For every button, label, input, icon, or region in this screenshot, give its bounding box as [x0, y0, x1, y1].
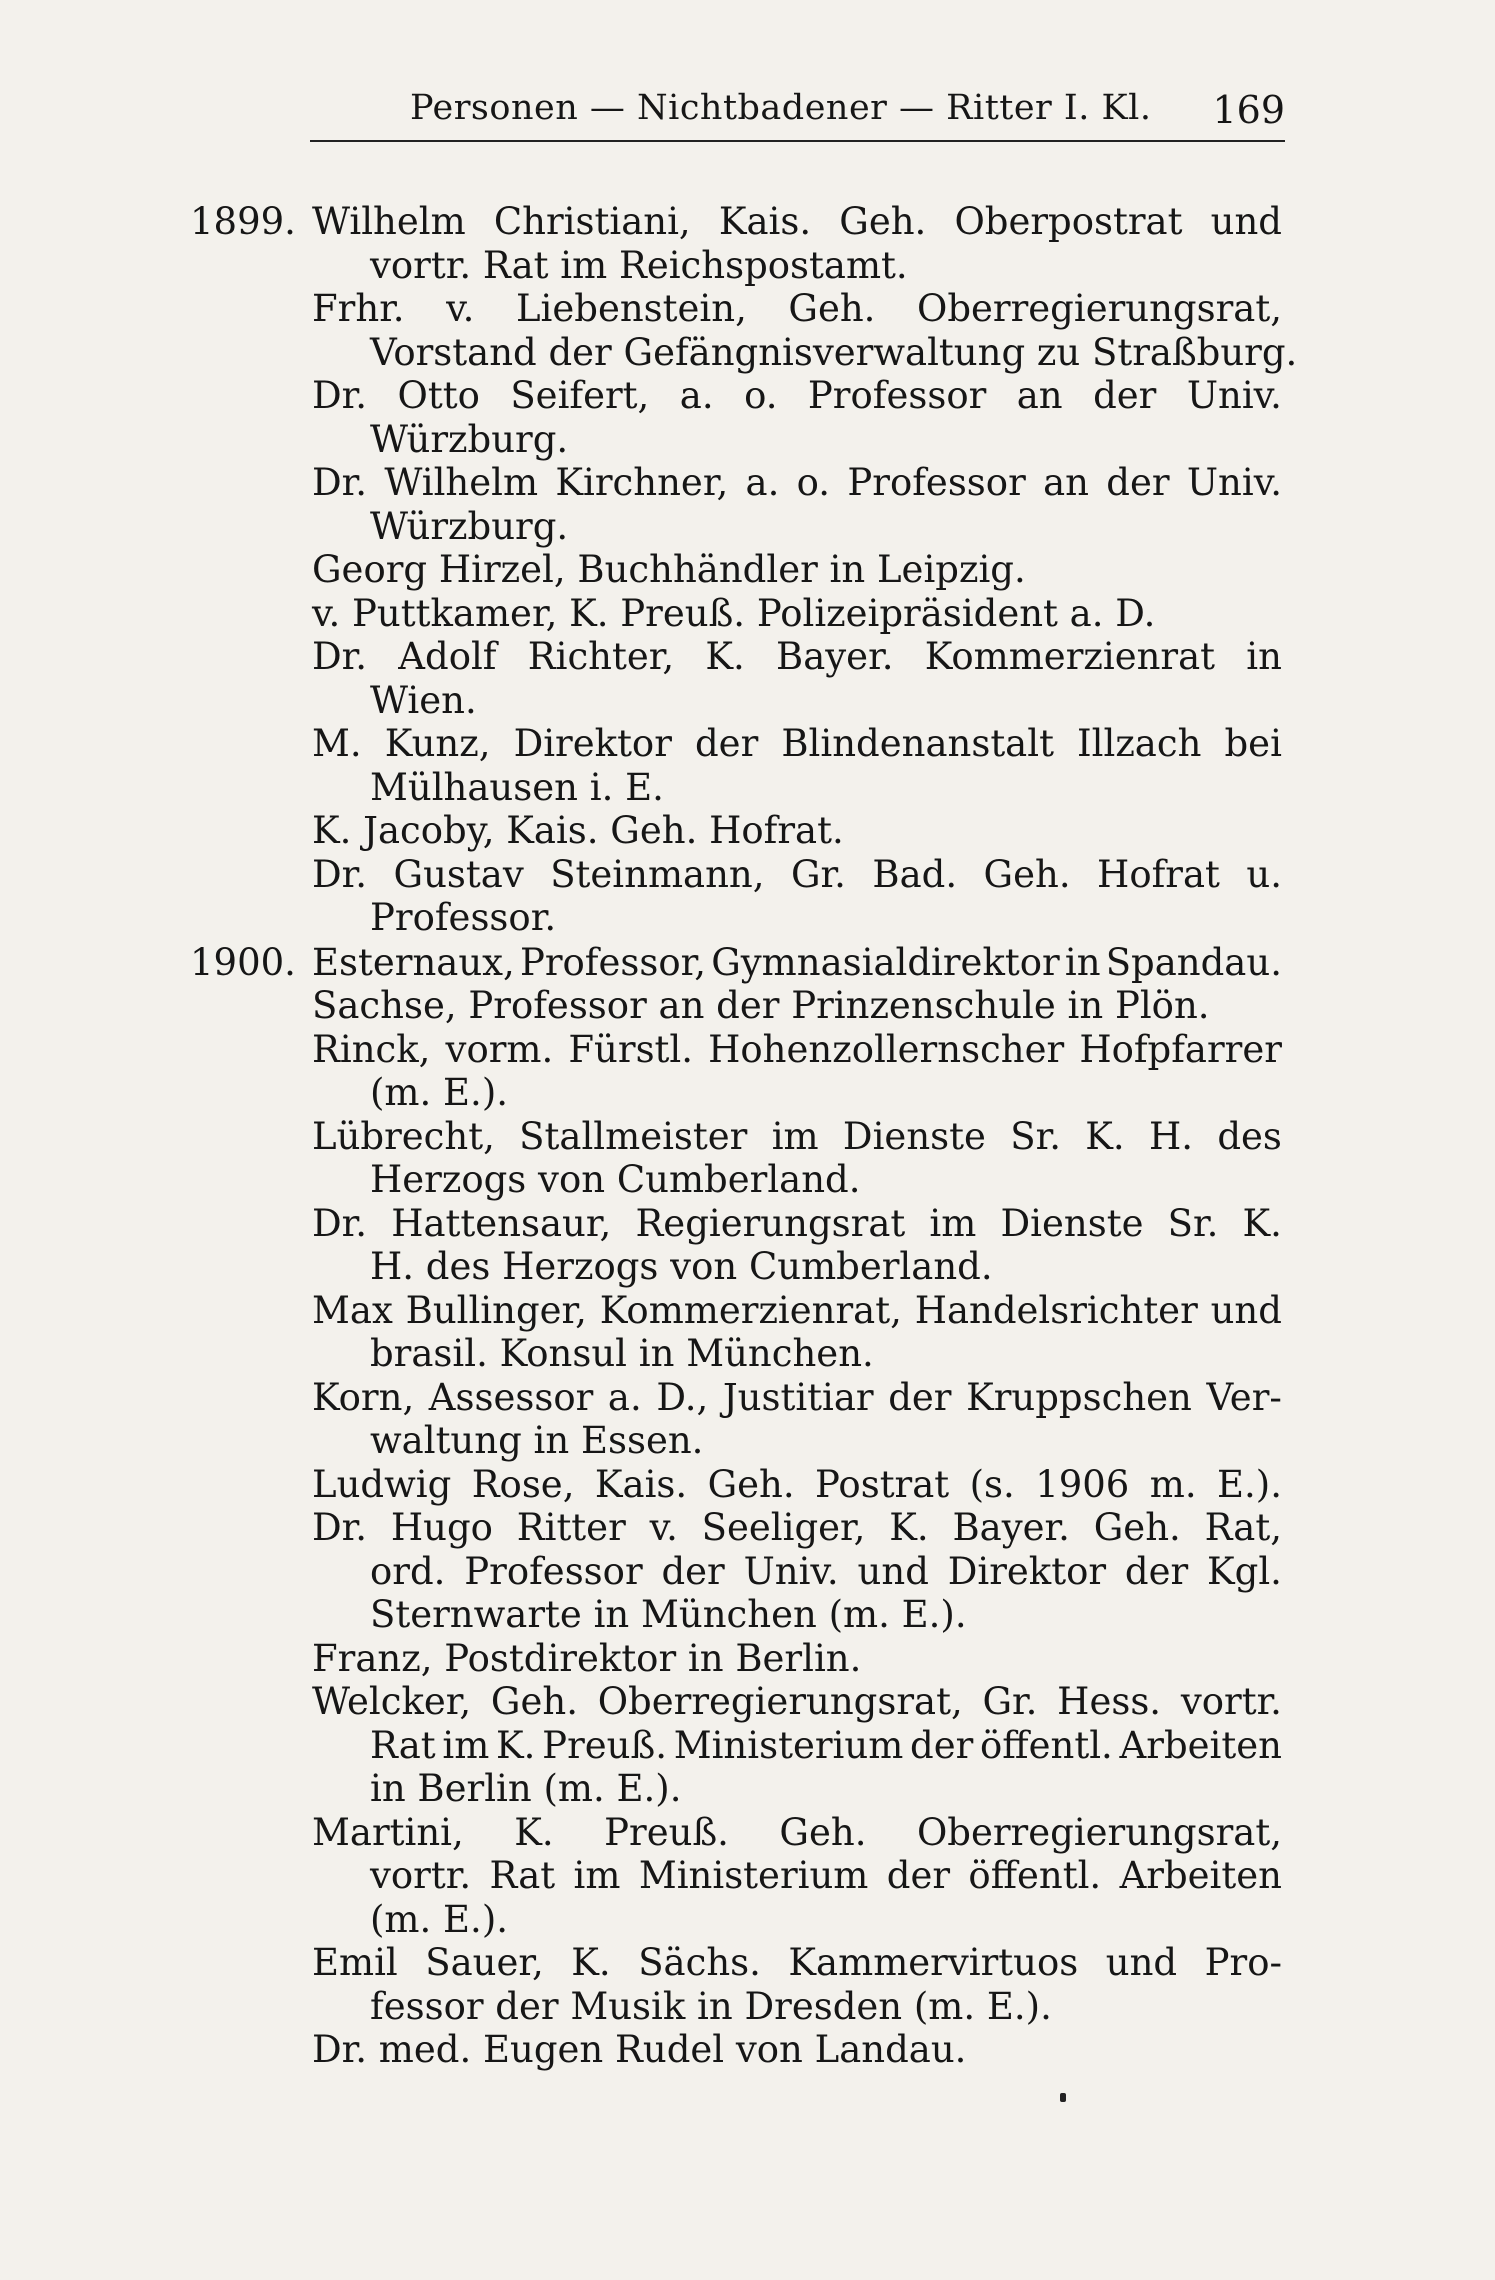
- page-header: [310, 88, 1285, 142]
- entry-line: Vorstand der Gefängnisverwaltung zu Straßburg.: [370, 331, 1298, 374]
- year-label: 1900.: [190, 941, 296, 984]
- entry-line: Martini, K. Preuß. Geh. Oberregierungsrat,: [312, 1811, 1282, 1854]
- ink-speck: [1060, 2093, 1066, 2102]
- entry-line: vortr. Rat im Ministerium der öffentl. Arbeiten: [370, 1854, 1282, 1897]
- entry-line: Dr. Adolf Richter, K. Bayer. Kommerzienrat in: [312, 635, 1282, 678]
- entry-line: (m. E.).: [370, 1071, 509, 1114]
- entry-line: Esternaux, Professor, Gymnasialdirektor in Spandau.: [312, 941, 1282, 984]
- entry-line: Sachse, Professor an der Prinzenschule in Plön.: [312, 984, 1210, 1027]
- entry-line: M. Kunz, Direktor der Blindenanstalt Illzach bei: [312, 722, 1282, 765]
- entry-line: (m. E.).: [370, 1898, 509, 1941]
- entry-line: fessor der Musik in Dresden (m. E.).: [370, 1985, 1052, 2028]
- entry-line: Würzburg.: [370, 505, 569, 548]
- entry-line: Georg Hirzel, Buchhändler in Leipzig.: [312, 548, 1026, 591]
- entry-line: Sternwarte in München (m. E.).: [370, 1593, 967, 1636]
- entry-line: in Berlin (m. E.).: [370, 1767, 682, 1810]
- entry-line: K. Jacoby, Kais. Geh. Hofrat.: [312, 809, 844, 852]
- entry-line: v. Puttkamer, K. Preuß. Polizeipräsident a. D.: [312, 592, 1156, 635]
- entry-line: Dr. Hugo Ritter v. Seeliger, K. Bayer. Geh. Rat,: [312, 1506, 1282, 1549]
- entry-line: Dr. Otto Seifert, a. o. Professor an der Univ.: [312, 374, 1282, 417]
- entry-line: Wilhelm Christiani, Kais. Geh. Oberpostrat und: [312, 200, 1282, 243]
- entry-line: Wien.: [370, 679, 477, 722]
- entry-line: vortr. Rat im Reichspostamt.: [370, 244, 908, 287]
- entry-line: Dr. Wilhelm Kirchner, a. o. Professor an der Univ.: [312, 461, 1282, 504]
- entry-line: Max Bullinger, Kommerzienrat, Handelsrichter und: [312, 1289, 1282, 1332]
- entry-line: Lübrecht, Stallmeister im Dienste Sr. K. H. des: [312, 1115, 1282, 1158]
- entry-line: Rat im K. Preuß. Ministerium der öffentl. Arbeiten: [370, 1724, 1282, 1767]
- entry-line: Korn, Assessor a. D., Justitiar der Kruppschen Ver-: [312, 1376, 1282, 1419]
- entry-line: ord. Professor der Univ. und Direktor der Kgl.: [370, 1550, 1282, 1593]
- entry-line: Dr. med. Eugen Rudel von Landau.: [312, 2028, 967, 2071]
- entry-line: Dr. Hattensaur, Regierungsrat im Dienste Sr. K.: [312, 1202, 1282, 1245]
- entry-line: Dr. Gustav Steinmann, Gr. Bad. Geh. Hofrat u.: [312, 853, 1282, 896]
- entry-line: waltung in Essen.: [370, 1419, 704, 1462]
- entry-line: Professor.: [370, 896, 557, 939]
- entry-line: Frhr. v. Liebenstein, Geh. Oberregierungsrat,: [312, 287, 1282, 330]
- entry-line: H. des Herzogs von Cumberland.: [370, 1245, 993, 1288]
- page-number: 169: [1212, 88, 1285, 132]
- entry-line: Rinck, vorm. Fürstl. Hohenzollernscher Hofpfarrer: [312, 1028, 1282, 1071]
- running-title: Personen — Nichtbadener — Ritter I. Kl.: [410, 88, 1152, 128]
- entry-line: Mülhausen i. E.: [370, 766, 664, 809]
- entry-line: Welcker, Geh. Oberregierungsrat, Gr. Hess. vortr.: [312, 1680, 1282, 1723]
- year-label: 1899.: [190, 200, 296, 243]
- entry-line: Ludwig Rose, Kais. Geh. Postrat (s. 1906 m. E.).: [312, 1463, 1282, 1506]
- entry-line: brasil. Konsul in München.: [370, 1332, 874, 1375]
- entry-line: Franz, Postdirektor in Berlin.: [312, 1637, 862, 1680]
- entry-line: Emil Sauer, K. Sächs. Kammervirtuos und Pro-: [312, 1941, 1282, 1984]
- entry-line: Würzburg.: [370, 418, 569, 461]
- entry-line: Herzogs von Cumberland.: [370, 1158, 861, 1201]
